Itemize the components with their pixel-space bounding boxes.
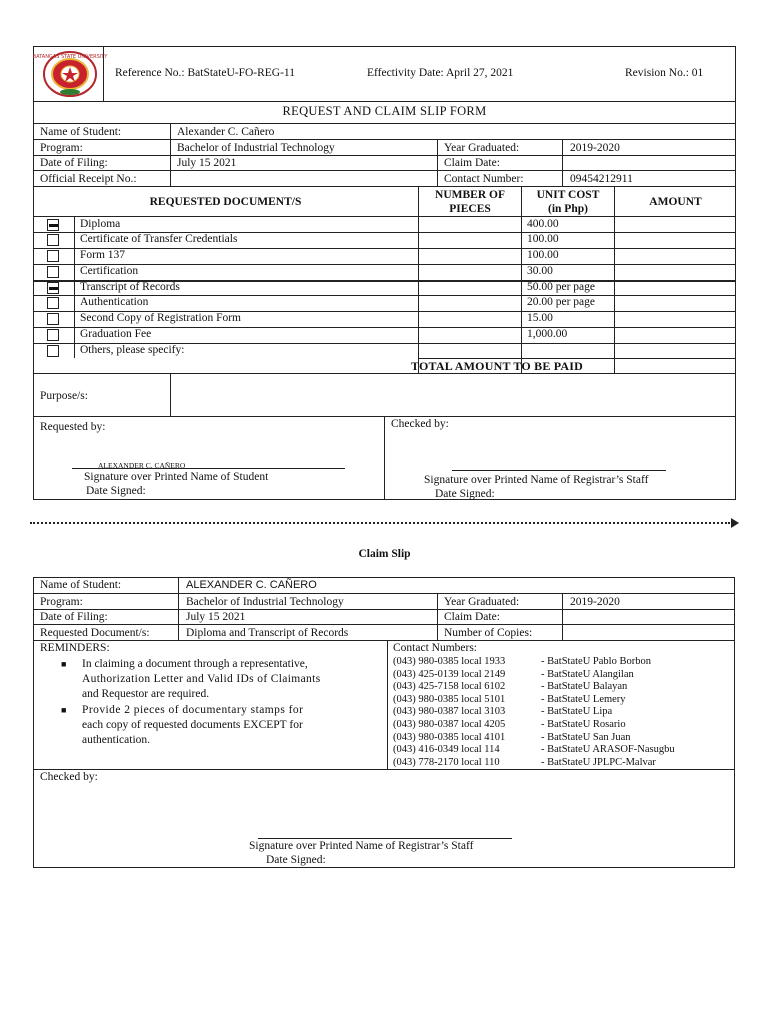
reminder-2-line3: authentication. — [82, 734, 151, 746]
revision-number: Revision No.: 01 — [625, 67, 704, 79]
document-name: Diploma — [80, 218, 121, 230]
claim-copies-label: Number of Copies: — [444, 627, 533, 639]
reminder-2-line2: each copy of requested documents EXCEPT for — [82, 719, 303, 731]
contact-number: (043) 980-0385 local 5101 — [393, 693, 506, 705]
document-name: Certificate of Transfer Credentials — [80, 233, 238, 245]
document-checkbox[interactable] — [47, 313, 59, 325]
claim-slip-title: Claim Slip — [358, 548, 411, 560]
contact-campus: - BatStateU Lemery — [541, 693, 626, 705]
staff-signature-label: Signature over Printed Name of Registrar’s Staff — [424, 474, 649, 486]
document-name: Form 137 — [80, 249, 126, 261]
reminder-2-line1: Provide 2 pieces of documentary stamps for — [82, 704, 304, 716]
program-value[interactable]: Bachelor of Industrial Technology — [177, 142, 335, 154]
contact-number: (043) 416-0349 local 114 — [393, 744, 500, 756]
official-receipt-label: Official Receipt No.: — [40, 173, 137, 185]
claim-year-value[interactable]: 2019-2020 — [570, 596, 620, 608]
contact-numbers-label: Contact Numbers: — [393, 642, 477, 654]
requester-name[interactable]: ALEXANDER C. CAÑERO — [98, 461, 186, 470]
document-name: Authentication — [80, 296, 149, 308]
document-unit-cost: 30.00 — [527, 265, 553, 277]
document-checkbox[interactable] — [47, 297, 59, 309]
student-date-signed-label: Date Signed: — [86, 485, 146, 497]
arrow-right-icon — [731, 518, 739, 528]
document-checkbox[interactable] — [47, 266, 59, 278]
reference-number: Reference No.: BatStateU-FO-REG-11 — [115, 67, 296, 79]
claim-docs-value[interactable]: Diploma and Transcript of Records — [186, 627, 349, 639]
form-title: REQUEST AND CLAIM SLIP FORM — [282, 104, 487, 118]
claim-date-label: Claim Date: — [444, 157, 500, 169]
col-unit-cost-line2: (in Php) — [548, 203, 588, 215]
contact-campus: - BatStateU San Juan — [541, 731, 631, 743]
document-checkbox[interactable] — [47, 219, 59, 231]
claim-staff-signature-label: Signature over Printed Name of Registrar’s Staff — [249, 840, 474, 852]
claim-name-value[interactable]: ALEXANDER C. CAÑERO — [186, 579, 317, 591]
reminder-1-line2: Authorization Letter and Valid IDs of Claimants — [82, 673, 321, 685]
claim-program-value[interactable]: Bachelor of Industrial Technology — [186, 596, 344, 608]
contact-number: (043) 778-2170 local 110 — [393, 756, 500, 768]
claim-docs-label: Requested Document/s: — [40, 627, 150, 639]
document-name: Second Copy of Registration Form — [80, 312, 241, 324]
document-checkbox[interactable] — [47, 345, 59, 357]
claim-year-label: Year Graduated: — [444, 596, 520, 608]
contact-number-label: Contact Number: — [444, 173, 524, 185]
claim-date-signed-label: Date Signed: — [266, 854, 326, 866]
checked-by-label: Checked by: — [391, 418, 449, 430]
date-of-filing-value[interactable]: July 15 2021 — [177, 157, 237, 169]
col-pieces-line2: PIECES — [449, 203, 491, 215]
purpose-label: Purpose/s: — [40, 390, 88, 402]
contact-number: (043) 425-7158 local 6102 — [393, 681, 506, 693]
student-signature-label: Signature over Printed Name of Student — [84, 471, 269, 483]
total-amount-label: TOTAL AMOUNT TO BE PAID — [411, 359, 583, 373]
bullet-icon: ■ — [61, 705, 67, 715]
reminder-1-line3: and Requestor are required. — [82, 688, 210, 700]
contact-campus: - BatStateU JPLPC-Malvar — [541, 756, 656, 768]
contact-campus: - BatStateU ARASOF-Nasugbu — [541, 744, 675, 756]
document-checkbox[interactable] — [47, 250, 59, 262]
claim-name-label: Name of Student: — [40, 579, 122, 591]
contact-number: (043) 980-0385 local 4101 — [393, 731, 506, 743]
document-checkbox[interactable] — [47, 329, 59, 341]
university-seal-icon — [32, 50, 108, 98]
contact-number-value[interactable]: 09454212911 — [570, 173, 633, 185]
document-name: Graduation Fee — [80, 328, 152, 340]
document-unit-cost: 100.00 — [527, 249, 559, 261]
col-amount: AMOUNT — [649, 196, 702, 208]
document-unit-cost: 15.00 — [527, 312, 553, 324]
staff-date-signed-label: Date Signed: — [435, 488, 495, 500]
date-of-filing-label: Date of Filing: — [40, 157, 108, 169]
document-checkbox[interactable] — [47, 234, 59, 246]
document-checkbox[interactable] — [47, 282, 59, 294]
student-name-value[interactable]: Alexander C. Cañero — [177, 126, 275, 138]
claim-claim-date-label: Claim Date: — [444, 611, 500, 623]
reminder-1-line1: In claiming a document through a representative, — [82, 658, 308, 670]
contact-campus: - BatStateU Rosario — [541, 719, 626, 730]
year-graduated-label: Year Graduated: — [444, 142, 520, 154]
claim-filing-value[interactable]: July 15 2021 — [186, 611, 246, 623]
document-name: Certification — [80, 265, 139, 277]
reminders-label: REMINDERS: — [40, 642, 110, 654]
contact-campus: - BatStateU Balayan — [541, 681, 628, 693]
document-name: Transcript of Records — [80, 281, 180, 293]
col-unit-cost-line1: UNIT COST — [536, 189, 600, 201]
claim-checked-by-label: Checked by: — [40, 771, 98, 783]
contact-campus: - BatStateU Alangilan — [541, 668, 634, 680]
col-pieces-line1: NUMBER OF — [435, 189, 505, 201]
document-unit-cost: 400.00 — [527, 218, 559, 230]
contact-campus: - BatStateU Lipa — [541, 706, 613, 718]
claim-filing-label: Date of Filing: — [40, 611, 108, 623]
contact-number: (043) 425-0139 local 2149 — [393, 668, 506, 680]
contact-number: (043) 980-0387 local 3103 — [393, 706, 506, 718]
year-graduated-value[interactable]: 2019-2020 — [570, 142, 620, 154]
student-name-label: Name of Student: — [40, 126, 122, 138]
document-unit-cost: 50.00 per page — [527, 281, 596, 293]
cut-line — [30, 522, 730, 524]
contact-number: (043) 980-0385 local 1933 — [393, 656, 506, 667]
document-unit-cost: 20.00 per page — [527, 296, 596, 308]
program-label: Program: — [40, 142, 83, 154]
document-name: Others, please specify: — [80, 344, 185, 356]
col-requested-documents: REQUESTED DOCUMENT/S — [149, 196, 302, 208]
contact-campus: - BatStateU Pablo Borbon — [541, 656, 651, 667]
document-unit-cost: 100.00 — [527, 233, 559, 245]
bullet-icon: ■ — [61, 659, 67, 669]
requested-by-label: Requested by: — [40, 421, 106, 433]
document-unit-cost: 1,000.00 — [527, 328, 568, 340]
contact-number: (043) 980-0387 local 4205 — [393, 719, 506, 730]
effectivity-date: Effectivity Date: April 27, 2021 — [367, 67, 514, 79]
svg-text:BATANGAS STATE UNIVERSITY: BATANGAS STATE UNIVERSITY — [32, 54, 108, 60]
claim-program-label: Program: — [40, 596, 83, 608]
